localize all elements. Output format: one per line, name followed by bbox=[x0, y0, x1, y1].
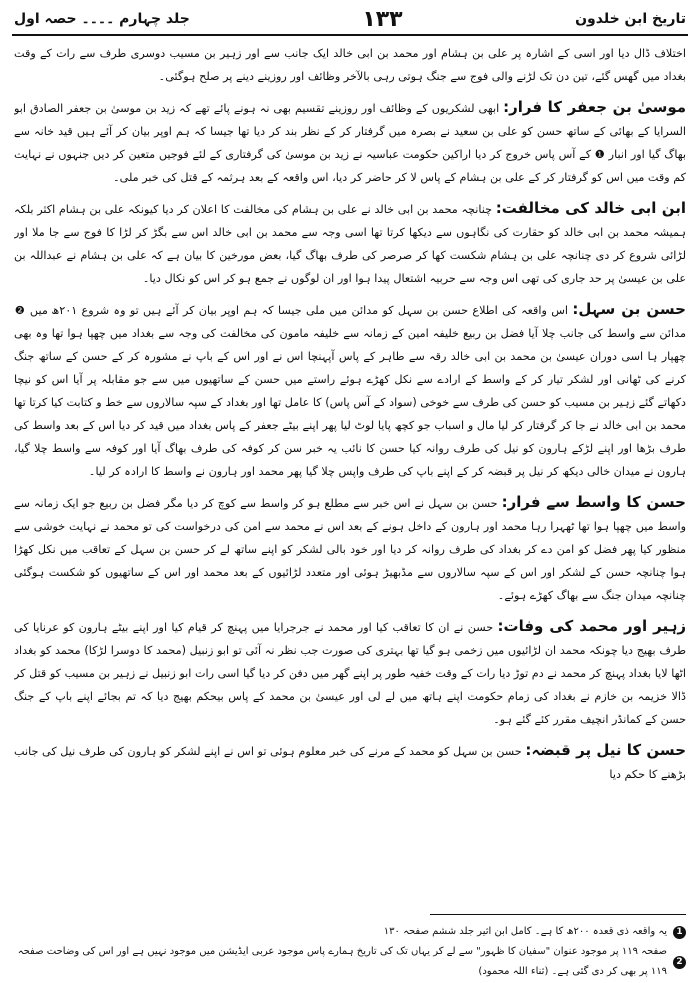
paragraph-text: اس واقعہ کی اطلاع حسن بن سہل کو مدائن میں ملی جیسا کہ ہم اوپر بیان کر آئے ہیں تو وہ شروع ۲۰۱ھ میں ❷ مدائن سے واسط کی جانب چلا آیا فضل بن ربیع خلیفہ امین کے زمانہ سے خلیفہ مامون کی مخالفت کی وجہ سے بغداد میں چھپا ہوا تھا وہ بھی چھپار ہا اسی دوران عیسیٰ بن محمد بن ابی خالد رقہ سے طاہر کے پاس آپہنچا اس نے اور اس کے باپ نے مشورہ کر کے حسن کے ساتھ جنگ کرنے کی ٹھانی اور لشکر تیار کر کے واسط کے ارادے سے نکل کھڑے ہوئے راستے میں حسن کے ساتھیوں میں سے جو مقابلہ پر آیا اس کو نیچا دکھاتے گئے زہیر بن مسیب کو حسن کی طرف سے خوخی (سواد کے آس پاس) کا عامل تھا اور بغداد کے سپہ سالاروں سے خط و کتابت کیا کرتا تھا محمد بن ابی خالد نے جا کر گرفتار کر لیا مال و اسباب جو کچھ پایا لوٹ لیا پھر اپنے بیٹے جعفر کے پاس بغداد میں قید کر دیا اس کے بعد واسط کی طرف بڑھا اور اپنے لڑکے ہارون کو نیل کی طرف روانہ کیا حسن کا نائب یہ خبر سن کر کوفہ کی طرف بھاگ آیا اور کوفہ سے واسط چلا گیا، ہارون نے میدان خالی دیکھ کر نیل پر قبضہ کر کے اپنے باپ کی طرف واپس چلا گیا پھر محمد اور ہارون نے واسط کا ارادہ کر لیا۔ bbox=[14, 304, 686, 478]
book-title: تاریخ ابن خلدون bbox=[575, 11, 686, 27]
paragraph-text: حسن بن سہل کو محمد کے مرنے کی خبر معلوم ہوئی تو اس نے اپنے لشکر کو ہارون کی طرف نیل کی جانب بڑھنے کا حکم دیا bbox=[14, 745, 686, 781]
section-heading: موسیٰ بن جعفر کا فرار: bbox=[503, 98, 686, 116]
body-text bbox=[14, 42, 686, 910]
page-header bbox=[14, 6, 686, 32]
footnotes bbox=[14, 922, 686, 982]
section-heading: حسن کا واسط سے فرار: bbox=[501, 493, 686, 511]
section-heading: ابن ابی خالد کی مخالفت: bbox=[495, 199, 686, 217]
section-heading: حسن کا نیل پر قبضہ: bbox=[525, 741, 686, 759]
paragraph bbox=[14, 96, 686, 189]
header-rule bbox=[12, 34, 688, 36]
paragraph bbox=[14, 491, 686, 607]
paragraph-text: ابھی لشکریوں کے وظائف اور روزینے تقسیم بھی نہ ہونے پائے تھے کہ زید بن موسیٰ بن جعفر الصادق ابو السرایا کے بھائی کے ساتھ حسن کو علی بن سعید نے بصرہ میں گرفتار کر کے نظر بند کر دیا تھا جیسا کہ ہم اوپر بیان کر آئے ہیں قید خانہ سے بھاگ گیا اور انبار ❶ کے آس پاس خروج کر دیا اراکین حکومت عباسیہ نے زید بن موسیٰ کی گرفتاری کے لئے فوجیں متعین کر دیں جنہوں نے نہایت کم وقت میں اس کو گرفتار کر کے علی بن ہشام کے پاس لا کر حاضر کر دیا، اس واقعہ کے بعد ہرثمہ کے قتل کی خبر ملی۔ bbox=[14, 102, 686, 184]
paragraph bbox=[14, 615, 686, 731]
paragraph-text: چنانچہ محمد بن ابی خالد نے علی بن ہشام کی مخالفت کا اعلان کر دیا کیونکہ علی بن ہشام اکثر بلکہ ہمیشہ محمد بن ابی خالد کو حقارت کی نگاہوں سے دیکھا کرتا تھا اسی وجہ سے محمد بن ابی خالد اس سے بگڑ کر لڑا کا فوج سے جا ملا اور لڑائی شروع کر دی چنانچہ علی بن ہشام شکست کھا کر صرصر کی طرف بھاگ گیا، بعض مورخین کا بیان ہے کہ علی بن ہشام نے عبداللہ بن علی بن عیسیٰ پر حد جاری کی تھی اس وجہ سے حربیہ اشتعال پیدا ہوا اور ان لوگوں نے جمع ہو کر اس کو نکال دیا۔ bbox=[14, 203, 686, 285]
footnote-text: صفحہ ۱۱۹ پر موجود عنوان "سفیان کا ظہور" سے لے کر یہاں تک کی تاریخ ہمارے پاس موجود عربی ایڈیشن میں موجود نہیں ہے اور اس کی وضاحت صفحہ ۱۱۹ پر بھی کر دی گئی ہے۔ (ثناء اللہ محمود) bbox=[17, 946, 667, 977]
section-heading: حسن بن سہل: bbox=[572, 300, 686, 318]
footnote-text: یہ واقعہ ذی قعدہ ۲۰۰ھ کا ہے۔ کامل ابن اثیر جلد ششم صفحہ ۱۳۰ bbox=[383, 926, 667, 937]
paragraph bbox=[14, 42, 686, 88]
paragraph bbox=[14, 739, 686, 786]
section-heading: زہیر اور محمد کی وفات: bbox=[497, 617, 686, 635]
paragraph bbox=[14, 298, 686, 483]
footnote-number: 2 bbox=[673, 956, 686, 969]
footnote-rule bbox=[430, 914, 686, 915]
volume-label: جلد چہارم ۔۔۔۔ حصہ اول bbox=[14, 11, 190, 27]
paragraph-text: حسن بن سہل نے اس خبر سے مطلع ہو کر واسط سے کوچ کر دیا مگر فضل بن ربیع جو ایک زمانہ سے واسط میں چھپا ہوا تھا ٹھہرا رہا محمد اور ہارون کے داخل ہونے کے بعد اس نے محمد سے امن کی درخواست کی تو محمد نے نہایت خوشی سے منظور کیا پھر فضل کو امن دے کر بغداد کی طرف روانہ کر دیا اور خود بالی لشکر کو اپنے ساتھ لے کر حسن بن سہل کے تعاقب میں نکل کھڑا ہوا چنانچہ حسن کے لشکر اور اس کے سپہ سالاروں سے مڈبھیڑ ہوئی اور متعدد لڑائیوں کے بعد محمد اور اس کے ساتھیوں کو شکست ہوگئی چنانچہ میدان جنگ سے بھاگ کھڑے ہوئے۔ bbox=[14, 497, 686, 602]
paragraph-text: حسن نے ان کا تعاقب کیا اور محمد نے جرجرایا میں پہنچ کر قیام کیا اور اپنے بیٹے ہارون کو عرنایا کی طرف بھیج دیا چونکہ محمد ان لڑائیوں میں زخمی ہو گیا تھا بہتری کی صورت جب نظر نہ آئی تو ابو زنبیل (محمد کا دوسرا لڑکا) محمد کو بغداد اٹھا لایا بغداد پہنچ کر محمد نے دم توڑ دیا رات کے وقت خفیہ طور پر اپنے گھر میں دفن کر دیا گیا اسی رات ابو زنبیل نے زہیر بن مسیب کو قتل کر ڈالا خزیمہ بن خازم نے بغداد کی زمام حکومت اپنے ہاتھ میں لے لی اور عیسیٰ بن محمد کے پاس بیحکم بھیج دیا کہ تم بجائے اپنے باپ کے جنگ حسن کے کمانڈر انچیف مقرر کئے گئے ہو۔ bbox=[14, 621, 686, 726]
footnote-number: 1 bbox=[673, 926, 686, 939]
paragraph bbox=[14, 197, 686, 290]
page-number: ۱۳۳ bbox=[362, 6, 403, 32]
footnote bbox=[14, 942, 686, 982]
paragraph-text: اختلاف ڈال دیا اور اسی کے اشارہ پر علی بن ہشام اور محمد بن ابی خالد ایک جانب سے اور زہیر بن مسیب دوسری طرف سے رات کے وقت بغداد میں گھس گئے، تین دن تک لڑنے والی فوج سے جنگ ہوتی رہی بالآخر وظائف اور روزینے دینے پر صلح ہوگئی۔ bbox=[14, 47, 686, 83]
footnote bbox=[14, 922, 686, 942]
